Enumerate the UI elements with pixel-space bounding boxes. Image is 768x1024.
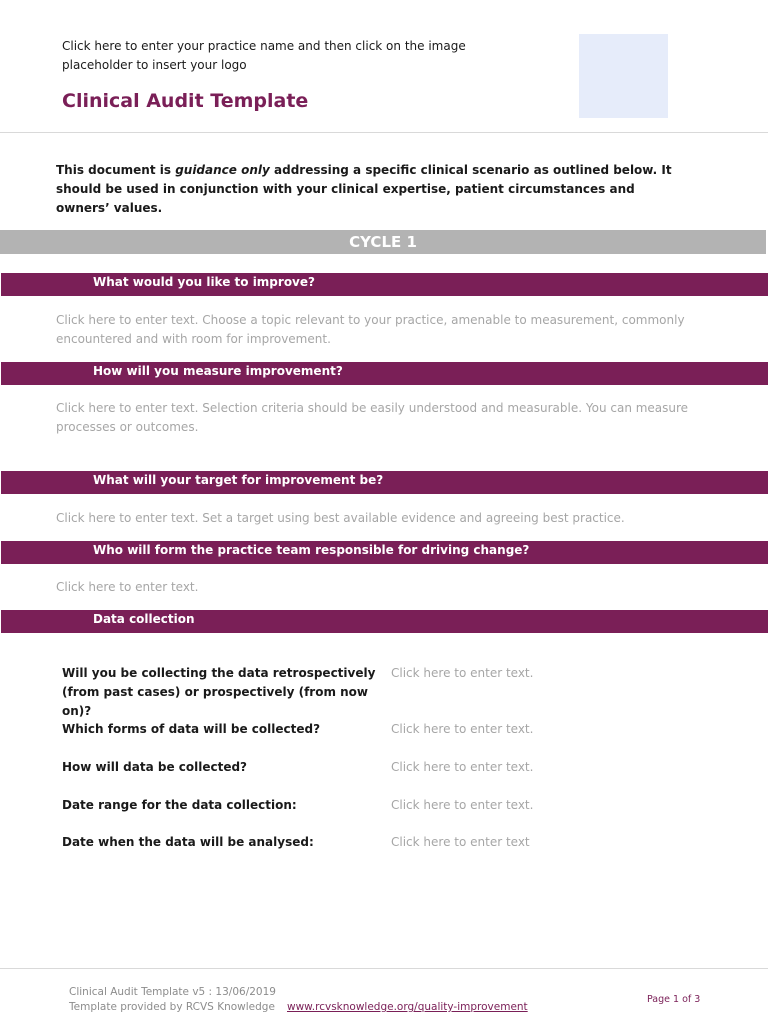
guidance-suffix: addressing a specific clinical scenario as outlined below. It should be used in conjunction with your clinical expertise, patient circumstances and owners’ values. xyxy=(56,163,672,215)
guidance-prefix: This document is xyxy=(56,163,176,177)
target-text-field[interactable]: Click here to enter text. Set a target using best available evidence and agreeing best practice. xyxy=(56,511,625,525)
data-collection-label: Date when the data will be analysed: xyxy=(62,835,314,849)
practice-name-field[interactable]: Click here to enter your practice name and then click on the image placeholder to insert your logo xyxy=(62,39,466,72)
data-collection-field[interactable]: Click here to enter text. xyxy=(391,666,534,680)
section-heading-label: Data collection xyxy=(93,612,195,626)
data-collection-label: Date range for the data collection: xyxy=(62,798,297,812)
improve-text-field[interactable]: Click here to enter text. Choose a topic relevant to your practice, amenable to measurement, commonly encountered and with room for improvement. xyxy=(56,313,685,346)
cycle-heading: CYCLE 1 xyxy=(0,230,766,254)
team-text-field[interactable]: Click here to enter text. xyxy=(56,580,199,594)
footer-link[interactable]: www.rcvsknowledge.org/quality-improvement xyxy=(287,1001,528,1013)
measure-text-field[interactable]: Click here to enter text. Selection criteria should be easily understood and measurable. You can measure processes or outcomes. xyxy=(56,401,689,434)
data-collection-field[interactable]: Click here to enter text. xyxy=(391,722,534,736)
footer-divider xyxy=(0,968,768,969)
data-collection-label: Which forms of data will be collected? xyxy=(62,722,321,736)
section-heading-data-collection xyxy=(1,610,768,633)
guidance-emphasis: guidance only xyxy=(175,163,270,177)
footer-version: Clinical Audit Template v5 : 13/06/2019 xyxy=(69,986,276,998)
section-heading-target xyxy=(1,471,768,494)
section-heading-label: What would you like to improve? xyxy=(93,275,315,289)
footer-provider: Template provided by RCVS Knowledge xyxy=(69,1001,275,1013)
data-collection-field[interactable]: Click here to enter text xyxy=(391,835,530,849)
data-collection-label: How will data be collected? xyxy=(62,760,248,774)
section-heading-label: How will you measure improvement? xyxy=(93,364,343,378)
header-divider xyxy=(0,132,768,133)
guidance-note xyxy=(56,161,676,218)
section-heading-label: What will your target for improvement be? xyxy=(93,473,384,487)
data-collection-field[interactable]: Click here to enter text. xyxy=(391,760,534,774)
section-heading-measure xyxy=(1,362,768,385)
data-collection-field[interactable]: Click here to enter text. xyxy=(391,798,534,812)
data-collection-label: Will you be collecting the data retrospectively (from past cases) or prospectively (from now on)? xyxy=(62,666,376,718)
page-title: Clinical Audit Template xyxy=(62,90,309,112)
section-heading-improve xyxy=(1,273,768,296)
page-number: Page 1 of 3 xyxy=(647,994,701,1005)
section-heading-label: Who will form the practice team responsible for driving change? xyxy=(93,543,530,557)
logo-image-placeholder[interactable] xyxy=(579,34,668,118)
section-heading-team xyxy=(1,541,768,564)
